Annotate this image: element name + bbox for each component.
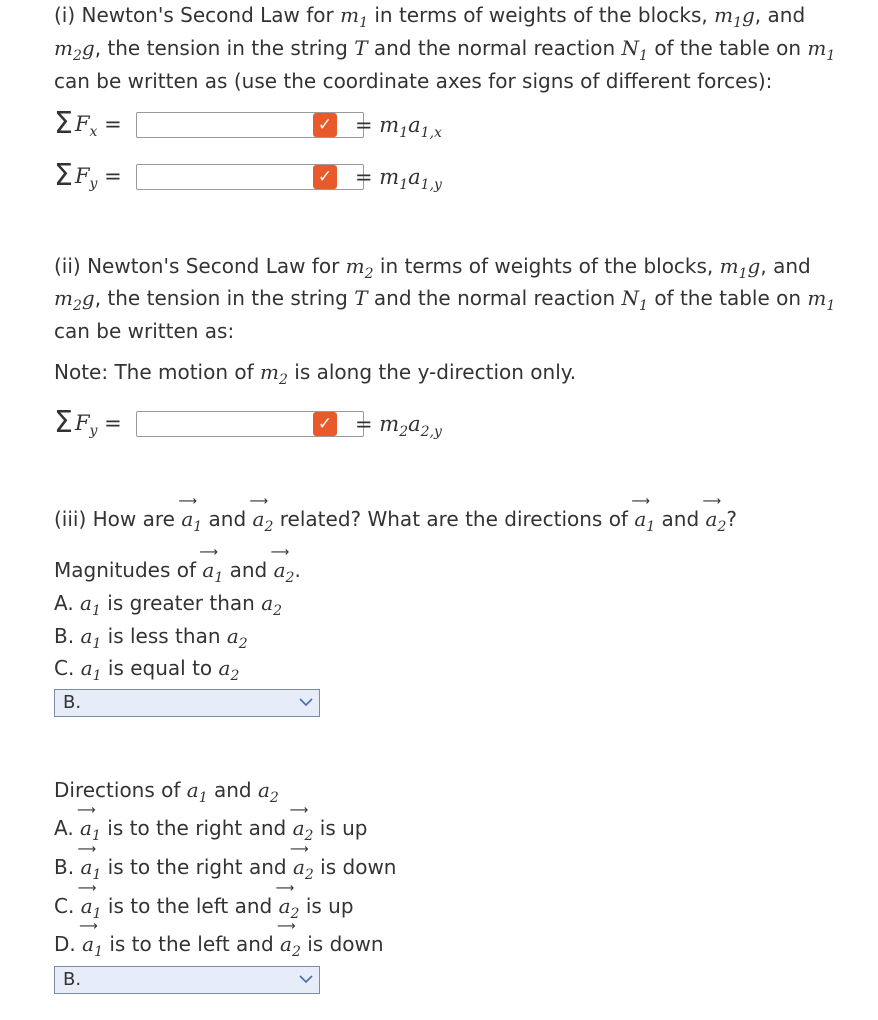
part2-note: Note: The motion of $m_2$ is along the y-direction only. (54, 360, 577, 388)
mag-option-c: C. $a_1$ is equal to $a_2$ (54, 656, 240, 684)
part1-text-line3: can be written as (use the coordinate axes for signs of different forces): (54, 69, 773, 93)
chevron-down-icon (299, 697, 313, 707)
directions-title: Directions of $a_1$ and $a_2$ (54, 778, 279, 806)
mag-option-b: B. $a_1$ is less than $a_2$ (54, 624, 248, 652)
dir-option-a: A. ⟶ $a_1$ is to the right and ⟶ $a_2$ is up (54, 815, 368, 841)
correct-check-icon: ✓ (313, 412, 337, 436)
sum-fy-m2-label: Σ $F_y$ = (54, 405, 122, 440)
mag-option-a: A. $a_1$ is greater than $a_2$ (54, 591, 283, 619)
magnitude-select-value: B. (63, 692, 82, 713)
rhs-m1a1y: = $m_1a_{1,y}$ (355, 165, 442, 193)
correct-check-icon: ✓ (313, 113, 337, 137)
part2-text-line1: (ii) Newton's Second Law for $m_2$ in terms of weights of the blocks, $m_1g$, and (54, 254, 811, 282)
rhs-m1a1x: = $m_1a_{1,x}$ (355, 113, 442, 141)
chevron-down-icon (299, 974, 313, 984)
sum-fy-label: Σ $F_y$ = (54, 158, 122, 193)
dir-option-b: B. ⟶ $a_1$ is to the right and ⟶ $a_2$ is down (54, 854, 396, 880)
magnitudes-title: Magnitudes of ⟶ $a_1$ and ⟶ $a_2$. (54, 557, 301, 583)
rhs-m2a2y: = $m_2a_{2,y}$ (355, 412, 442, 440)
part2-text-line3: can be written as: (54, 319, 235, 343)
magnitude-select[interactable] (54, 689, 320, 717)
sum-fx-label: Σ $F_x$ = (54, 106, 122, 141)
dir-option-c: C. ⟶ $a_1$ is to the left and ⟶ $a_2$ is up (54, 893, 354, 919)
dir-option-d: D. ⟶ $a_1$ is to the left and ⟶ $a_2$ is down (54, 931, 384, 957)
part3-question: (iii) How are ⟶ $a_1$ and ⟶ $a_2$ related? What are the directions of ⟶ $a_1$ and ⟶ $a_2$? (54, 506, 737, 532)
part1-text-line2: $m_2g$, the tension in the string T and the normal reaction $N_1$ of the table on $m_1$ (54, 36, 836, 64)
direction-select-value: B. (63, 969, 82, 990)
direction-select[interactable] (54, 966, 320, 994)
correct-check-icon: ✓ (313, 165, 337, 189)
part2-text-line2: $m_2g$, the tension in the string T and the normal reaction $N_1$ of the table on $m_1$ (54, 286, 836, 314)
part1-text-line1: (i) Newton's Second Law for $m_1$ in terms of weights of the blocks, $m_1g$, and (54, 3, 806, 31)
